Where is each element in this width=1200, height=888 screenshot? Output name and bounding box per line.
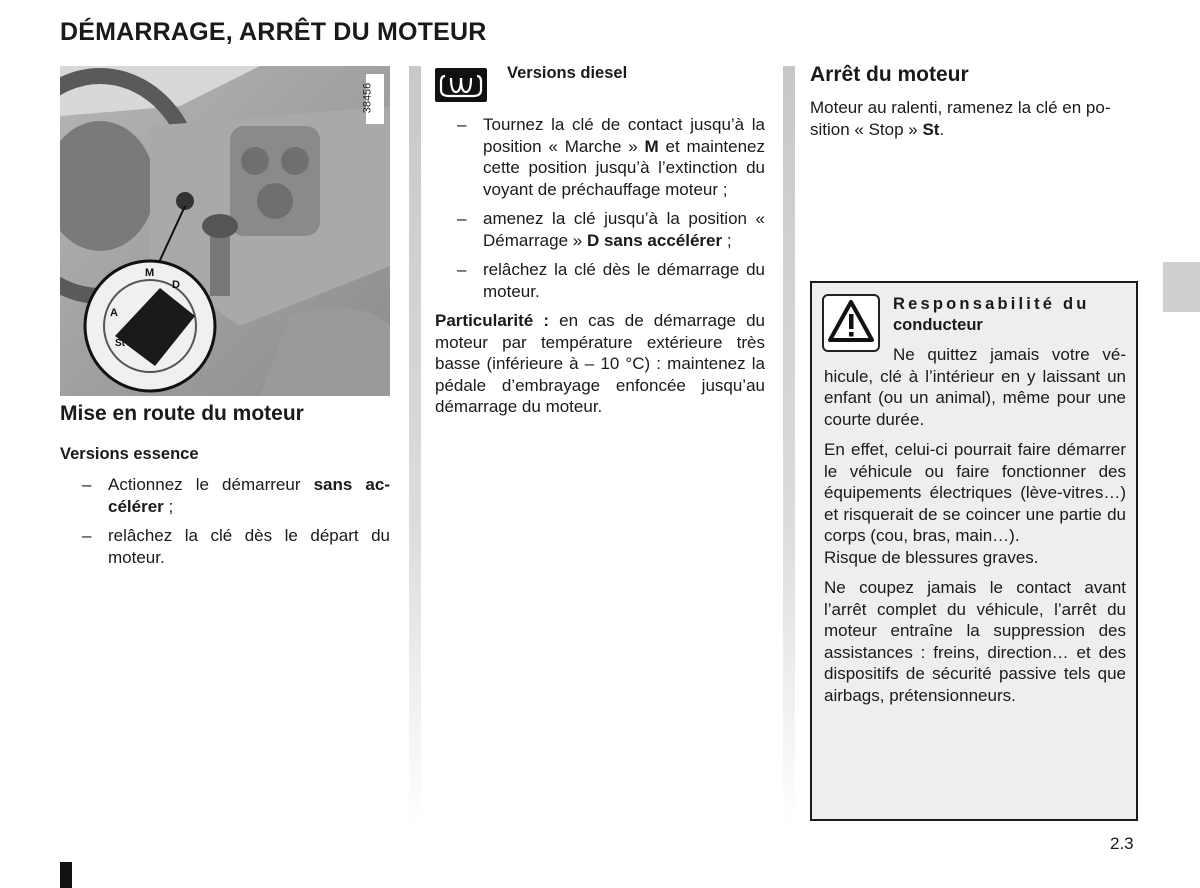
petrol-steps — [60, 474, 390, 576]
list-item: – Actionnez le démarreur sans accélérer ; — [82, 475, 390, 516]
list-item: – relâchez la clé dès le démarrage du moteur. — [457, 260, 765, 301]
figure-reference — [361, 74, 384, 124]
warning-para-3: Ne coupez jamais le contact avant l’arrêt complet du véhicule, l’arrêt du moteur entraîne la suppression des assistances : freins, direction… et des dispositifs de sécurité passive tels que airbags, prétensionneurs. — [824, 578, 1126, 705]
subheading-diesel: Versions diesel — [507, 64, 628, 82]
crop-mark — [60, 862, 72, 888]
ignition-switch-illustration — [60, 66, 390, 396]
switch-label-a: A — [110, 307, 118, 319]
list-item: – relâchez la clé dès le départ du moteur. — [82, 526, 390, 567]
list-item: – amenez la clé jusqu’à la position « Démarrage » D sans accélérer ; — [457, 209, 765, 250]
switch-label-d: D — [172, 279, 180, 291]
list-item: – Tournez la clé de contact jusqu’à la position « Marche » M et maintenez cette position jusqu’à l’extinction du voyant de préchauffage moteur ; — [457, 115, 765, 199]
warning-title: Responsabilité du conducteur — [893, 295, 1090, 334]
warning-para-1: Ne quittez jamais votre véhicule, clé à l’intérieur en y laissant un enfant (ou un animal), même pour une courte durée. — [824, 345, 1126, 429]
figure-reference-number: 38456 — [361, 82, 374, 114]
section-heading-stop: Arrêt du moteur — [810, 63, 969, 86]
column-divider — [409, 66, 421, 826]
warning-para-2: En effet, celui-ci pourrait faire démarrer le véhicule ou faire fonctionner des équipements électriques (lève-vitres…) et risquerait de se coincer une partie du corps (cou, bras, main…). — [824, 440, 1126, 545]
section-heading-start: Mise en route du moteur — [60, 402, 304, 425]
stop-instructions: Moteur au ralenti, ramenez la clé en position « Stop » St. — [810, 98, 1111, 139]
switch-label-st: St — [115, 338, 125, 349]
column-divider — [783, 66, 795, 826]
page-number: 2.3 — [1110, 834, 1134, 853]
page-title: DÉMARRAGE, ARRÊT DU MOTEUR — [60, 18, 487, 46]
switch-label-m: M — [145, 267, 155, 279]
warning-para-2b: Risque de blessures graves. — [824, 547, 1039, 567]
dashboard-drawing — [60, 66, 390, 396]
diesel-steps — [435, 114, 765, 418]
chapter-tab — [1163, 262, 1200, 312]
preheat-glow-plug-icon — [435, 68, 487, 102]
cold-start-note: Particularité : en cas de démarrage du moteur par température extérieure très basse (inférieure à – 10 °C) : maintenez la pédale d’embrayage enfoncée jusqu’au démarrage du moteur. — [435, 311, 765, 416]
warning-paragraphs — [824, 344, 1126, 706]
subheading-petrol: Versions essence — [60, 445, 199, 463]
